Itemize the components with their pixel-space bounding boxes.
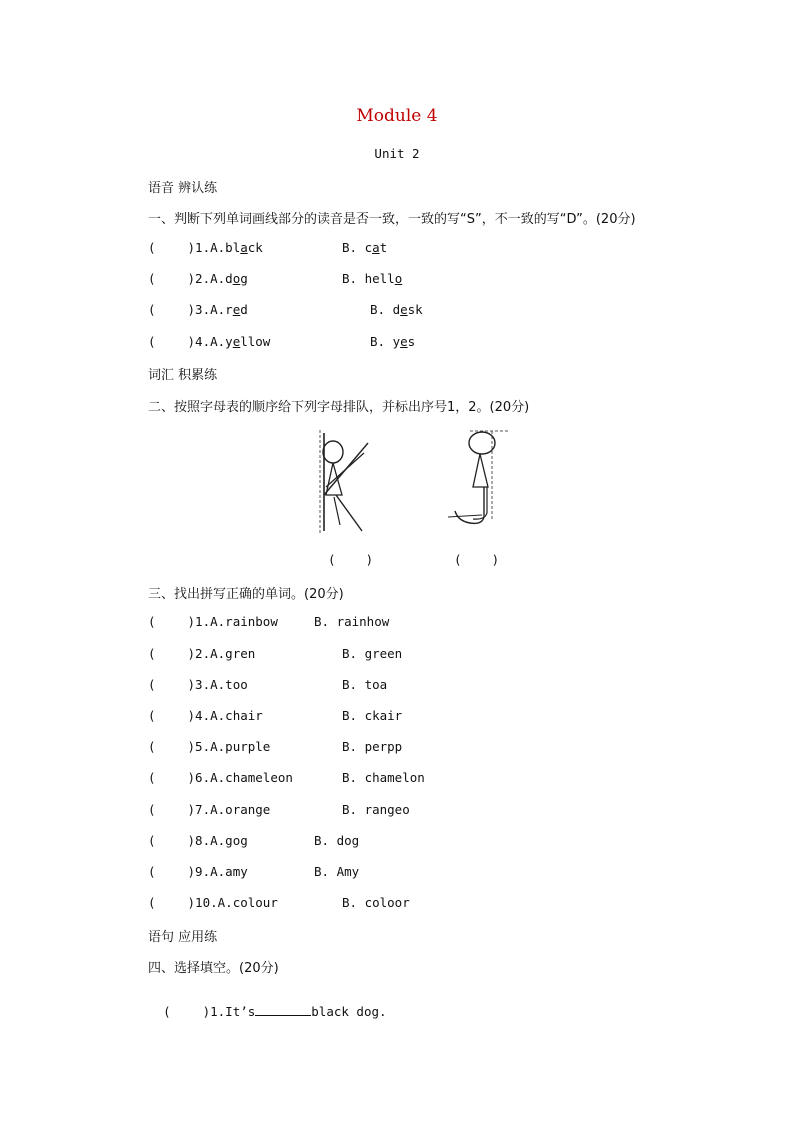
section2-label: 词汇 积累练 [148, 368, 218, 383]
option-a: chameleon [225, 770, 293, 785]
option-a: purple [225, 739, 271, 754]
answer-paren[interactable]: ( [148, 240, 156, 255]
answer-paren[interactable]: ( [148, 770, 156, 785]
answer-paren[interactable]: ( [148, 833, 156, 848]
option-b: B. rainhow [314, 614, 390, 629]
section3-question [148, 833, 248, 848]
question-number: )3.A. [187, 677, 226, 692]
section3-question [148, 708, 263, 723]
question-number: )1.A. [187, 614, 226, 629]
answer-paren[interactable]: ( [148, 864, 156, 879]
question-number: )5.A. [187, 739, 226, 754]
option-a: orange [225, 802, 271, 817]
question-number: )2.A. [187, 271, 226, 286]
section1-question [148, 302, 248, 317]
option-b: B. green [342, 646, 403, 661]
option-b: B. perpp [342, 739, 403, 754]
underlined-part: o [394, 271, 403, 286]
section3-question [148, 864, 248, 879]
question-number: )10.A. [187, 895, 233, 910]
answer-paren[interactable]: ( [148, 334, 156, 349]
section1-question [148, 240, 263, 255]
answer-paren[interactable]: ( [148, 646, 156, 661]
option-a: gren [225, 646, 256, 661]
section1-question [148, 271, 248, 286]
underlined-part: e [232, 334, 241, 349]
answer-paren[interactable]: ( [148, 802, 156, 817]
option-b: B. yes [370, 334, 416, 349]
section3-question [148, 802, 270, 817]
question-number: )2.A. [187, 646, 226, 661]
option-b: B. desk [370, 302, 423, 317]
option-b: B. coloor [342, 895, 410, 910]
section1-question [148, 334, 270, 349]
option-a: gog [225, 833, 248, 848]
option-a: too [225, 677, 248, 692]
fill-blank[interactable] [255, 1004, 311, 1016]
option-b: B. toa [342, 677, 388, 692]
page-title: Module 4 [356, 106, 438, 126]
underlined-part: o [232, 271, 241, 286]
question-number: )1.It’s [202, 1004, 256, 1019]
question-number: )8.A. [187, 833, 226, 848]
option-a: amy [225, 864, 248, 879]
section4-question-1 [148, 989, 387, 1019]
question-number: )6.A. [187, 770, 226, 785]
option-a: colour [232, 895, 278, 910]
option-b: B. chamelon [342, 770, 425, 785]
question-number: )4.A. [187, 334, 226, 349]
option-b: B. cat [342, 240, 388, 255]
answer-paren[interactable]: ( [148, 271, 156, 286]
question-number: )3.A. [187, 302, 226, 317]
underlined-part: a [372, 240, 380, 255]
question-number: )9.A. [187, 864, 226, 879]
answer-paren[interactable]: ( [148, 677, 156, 692]
option-b: B. dog [314, 833, 360, 848]
option-a: chair [225, 708, 263, 723]
answer-paren[interactable]: ( [148, 614, 156, 629]
section3-question [148, 677, 248, 692]
section1-instruction: 一、判断下列单词画线部分的读音是否一致，一致的写“S”，不一致的写“D”。(20分) [148, 212, 636, 227]
section3-question [148, 770, 293, 785]
section3-question [148, 614, 278, 629]
section2-instruction: 二、按照字母表的顺序给下列字母排队，并标出序号1，2。(20分) [148, 400, 530, 415]
underlined-part: e [400, 302, 408, 317]
answer-paren[interactable]: ( [148, 302, 156, 317]
letter-k-answer[interactable]: ( ) [328, 552, 374, 567]
section4-instruction: 四、选择填空。(20分) [148, 961, 279, 976]
underlined-part: e [400, 334, 408, 349]
letter-j-figure [440, 425, 520, 540]
option-b: B. ckair [342, 708, 403, 723]
option-a: yellow [225, 334, 271, 349]
question-number: )4.A. [187, 708, 226, 723]
answer-paren[interactable]: ( [148, 708, 156, 723]
section4-label: 语句 应用练 [148, 930, 218, 945]
option-b: B. Amy [314, 864, 360, 879]
section3-question [148, 646, 255, 661]
section3-instruction: 三、找出拼写正确的单词。(20分) [148, 587, 344, 602]
underlined-part: e [232, 302, 241, 317]
letter-j-answer[interactable]: ( ) [454, 552, 500, 567]
section1-label: 语音 辨认练 [148, 181, 218, 196]
option-a: dog [225, 271, 248, 286]
section3-question [148, 895, 278, 910]
question-number: )1.A. [187, 240, 226, 255]
option-a: black [225, 240, 263, 255]
answer-paren[interactable]: ( [163, 1004, 171, 1019]
question-number: )7.A. [187, 802, 226, 817]
question-text: black dog. [311, 1004, 387, 1019]
answer-paren[interactable]: ( [148, 895, 156, 910]
option-b: B. rangeo [342, 802, 410, 817]
answer-paren[interactable]: ( [148, 739, 156, 754]
section3-question [148, 739, 270, 754]
letter-k-figure [300, 425, 380, 540]
page-subtitle: Unit 2 [374, 146, 420, 161]
option-a: red [225, 302, 248, 317]
option-b: B. hello [342, 271, 403, 286]
underlined-part: a [240, 240, 248, 255]
option-a: rainbow [225, 614, 278, 629]
